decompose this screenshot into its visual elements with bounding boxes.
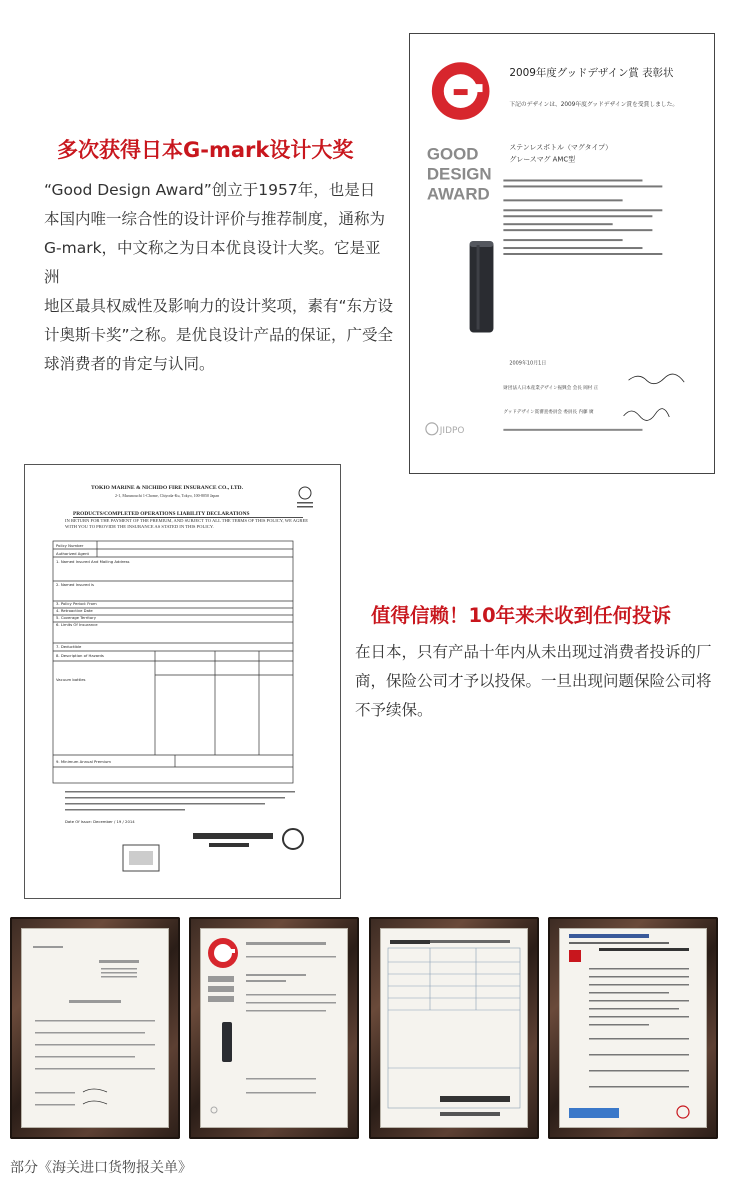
framed-document-analysis-report xyxy=(10,917,180,1139)
para-line: 本国内唯一综合性的设计评价与推荐制度，通称为 xyxy=(44,210,386,228)
svg-text:JIDPO: JIDPO xyxy=(439,425,465,436)
para-line: 在日本，只有产品十年内从未出现过消费者投诉的厂 xyxy=(355,643,712,661)
framed-customs-declaration xyxy=(369,917,539,1139)
form-item: 8. Description of Hazards xyxy=(56,653,104,658)
form-item: 9. Minimum Annual Premium xyxy=(56,759,111,764)
award-word: GOOD xyxy=(426,144,479,164)
certificate-product-1: ステンレスボトル（マグタイプ） xyxy=(509,143,613,152)
insurance-declaration xyxy=(24,464,341,899)
form-item: 6. Limits Of Insurance xyxy=(56,622,98,627)
insurance-company: TOKIO MARINE & NICHIDO FIRE INSURANCE CO., LTD. xyxy=(91,485,243,491)
insurance-form-table xyxy=(53,541,293,783)
certificate-subheading: 下記のデザインは、2009年度グッドデザイン賞を受賞しました。 xyxy=(509,101,679,108)
award-word: DESIGN xyxy=(426,164,492,184)
hazard-value: Vacuum bottles xyxy=(56,677,86,682)
insurance-address: 2-1, Marunouchi 1-Chome, Chiyoda-Ku, Tokyo, 100-8050 Japan xyxy=(115,493,220,498)
form-item: 5. Coverage Territory xyxy=(56,615,96,620)
section1-paragraph xyxy=(44,176,394,379)
para-line: 球消费者的肯定与认同。 xyxy=(44,355,215,373)
certificate-date: 2009年10月1日 xyxy=(509,360,547,367)
g-mark-logo-icon xyxy=(432,62,490,120)
insurance-heading: PRODUCTS/COMPLETED OPERATIONS LIABILITY DECLARATIONS xyxy=(73,511,250,517)
form-item: 1. Named Insured And Mailing Address xyxy=(56,559,130,564)
certificate-footer-org: 財団法人日本産業デザイン振興会 会長 岡村 正 xyxy=(503,386,599,392)
form-item: 3. Policy Period: From xyxy=(56,601,97,606)
award-word: AWARD xyxy=(426,184,490,204)
insurance-fine-print xyxy=(65,791,295,811)
signature-icon xyxy=(624,409,670,421)
certificate-footer-org2: グッドデザイン賞審査委員会 委員長 内藤 廣 xyxy=(503,409,594,415)
bottle-product-image xyxy=(470,241,494,332)
seal-icon xyxy=(193,829,303,849)
para-line: 地区最具权威性及影响力的设计奖项，素有“东方设 xyxy=(44,297,394,315)
para-line: “Good Design Award”创立于1957年，也是日 xyxy=(44,181,376,199)
framed-good-design-certificate xyxy=(189,917,359,1139)
jidpo-logo-icon xyxy=(426,423,464,436)
certificate-heading: 2009年度グッドデザイン賞 表彰状 xyxy=(509,67,674,80)
certificate-product-2: グレースマグ AMC型 xyxy=(509,155,576,164)
form-item: 4. Retroactive Date xyxy=(56,608,93,613)
para-line: G-mark，中文称之为日本优良设计大奖。它是亚洲 xyxy=(44,239,381,286)
section2-title: 值得信赖！10年来未收到任何投诉 xyxy=(371,604,672,627)
agent-label: Authorized Agent xyxy=(56,551,90,556)
form-item: 7. Deductible xyxy=(56,644,82,649)
signature-icon xyxy=(629,374,685,384)
insurance-intro: IN RETURN FOR THE PAYMENT OF THE PREMIUM, AND SUBJECT TO ALL THE TERMS OF THIS POLICY, WE AGREE WITH YOU TO PROVIDE THE INSURANCE AS STATED IN THIS POLICY. xyxy=(65,518,309,529)
framed-product-liability-insurance xyxy=(548,917,718,1139)
section1-title: 多次获得日本G-mark设计大奖 xyxy=(57,138,354,162)
tokio-marine-logo-icon xyxy=(297,487,313,508)
caption: 部分《海关进口货物报关单》 xyxy=(10,1160,192,1176)
certificate-fine-print xyxy=(503,179,662,255)
para-line: 商，保险公司才予以投保。一旦出现问题保险公司将 xyxy=(355,672,712,690)
para-line: 计奥斯卡奖”之称。是优良设计产品的保证，广受全 xyxy=(44,326,394,344)
policy-number-label: Policy Number xyxy=(56,543,84,548)
form-item: 2. Named Insured is xyxy=(56,582,95,587)
section2-paragraph xyxy=(355,638,717,725)
stamp-icon xyxy=(123,845,159,871)
para-line: 不予续保。 xyxy=(355,701,433,719)
date-of-issue: Date Of Issue: December / 19 / 2014 xyxy=(65,819,135,824)
good-design-certificate xyxy=(409,33,715,474)
